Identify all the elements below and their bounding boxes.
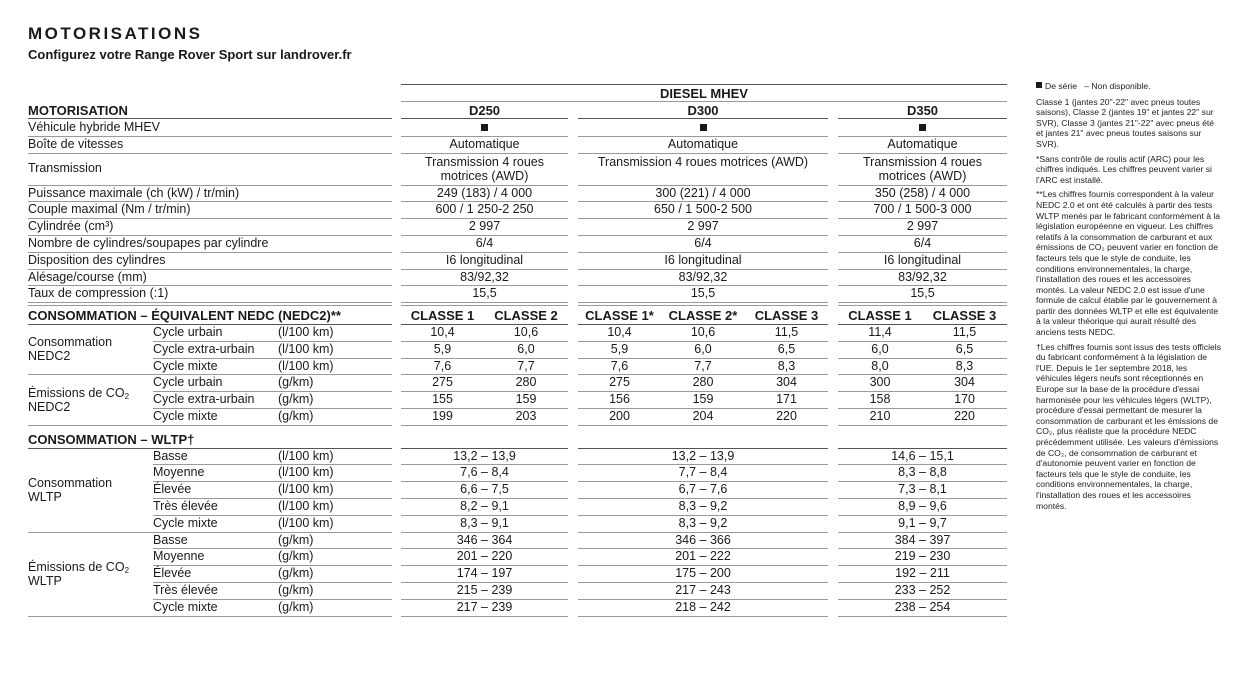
row-divider (838, 302, 1007, 303)
unit-label: (g/km) (278, 532, 314, 547)
nedc-value: 10,4 (607, 325, 632, 339)
nedc-value: 6,5 (777, 341, 796, 356)
wltp-value: 346 – 364 (456, 532, 513, 547)
wltp-value: 201 – 222 (675, 549, 731, 564)
unit-label: (l/100 km) (278, 465, 334, 480)
row-divider (578, 153, 828, 154)
spec-value: 2 997 (468, 219, 501, 234)
footnote-classes: Classe 1 (jantes 20"-22" avec pneus toutes saisons), Classe 2 (jantes 19" et jantes 22" sur SVR), Classe 3 (jantes 21"-22" avec pneus été et jantes 21" avec pneus toutes saisons sur SVR). (1036, 96, 1215, 149)
standard-square-icon (838, 120, 1007, 135)
spec-value: I6 longitudinal (664, 252, 742, 267)
wltp-value: 9,1 – 9,7 (898, 515, 947, 530)
wltp-value: 8,9 – 9,6 (898, 498, 947, 513)
spec-value: 700 / 1 500-3 000 (873, 202, 972, 217)
nedc-value: 275 (432, 375, 453, 390)
row-divider (28, 305, 392, 306)
nedc-value: 8,3 (777, 358, 796, 373)
group-label-subscript: 2 (124, 565, 130, 575)
nedc-value: 11,5 (952, 325, 977, 339)
wltp-value: 8,3 – 9,2 (678, 515, 728, 530)
row-divider (28, 448, 392, 449)
spec-label-6: Nombre de cylindres/soupapes par cylindre (28, 235, 269, 250)
unit-label: (g/km) (278, 375, 314, 390)
nedc-value: 220 (954, 409, 975, 423)
unit-label: (g/km) (278, 599, 314, 614)
nedc-value: 11,5 (774, 325, 799, 339)
unit-label: (l/100 km) (278, 341, 334, 356)
nedc-value: 280 (515, 375, 537, 390)
cycle-label: Très élevée (153, 582, 218, 597)
class-header: CLASSE 2* (668, 307, 738, 323)
standard-square-icon (1036, 82, 1042, 88)
spec-label-8: Alésage/course (mm) (28, 269, 147, 284)
row-divider (153, 616, 392, 617)
spec-value: Transmission 4 roues motrices (AWD) (862, 154, 983, 183)
wltp-value: 13,2 – 13,9 (453, 448, 516, 463)
footnotes (1036, 81, 1222, 515)
spec-value: 6/4 (694, 235, 712, 250)
spec-label-1: Boîte de vitesses (28, 136, 124, 151)
cycle-label: Élevée (153, 566, 192, 581)
row-divider (28, 302, 392, 303)
row-divider (838, 305, 1007, 306)
wltp-value: 14,6 – 15,1 (891, 448, 954, 463)
nedc-value: 304 (776, 375, 797, 390)
nedc-value: 10,4 (430, 325, 455, 339)
class-header: CLASSE 2 (494, 307, 558, 323)
spec-label-5: Cylindrée (cm³) (28, 219, 114, 234)
row-divider (28, 374, 153, 375)
wltp-value: 238 – 254 (894, 599, 951, 614)
unit-label: (g/km) (278, 582, 314, 597)
spec-value: I6 longitudinal (883, 252, 962, 267)
nedc-value: 171 (776, 392, 797, 407)
nedc-value: 8,0 (871, 358, 889, 373)
model-d350: D350 (906, 103, 939, 118)
wltp-value: 233 – 252 (894, 582, 951, 597)
row-divider (578, 118, 828, 119)
cycle-label: Cycle mixte (153, 409, 218, 423)
spec-label-0: Véhicule hybride MHEV (28, 119, 161, 134)
row-divider (401, 84, 1007, 85)
nedc-value: 275 (609, 375, 630, 390)
nedc-value: 6,0 (694, 341, 712, 356)
nedc-value: 7,7 (517, 358, 535, 373)
wltp-value: 218 – 242 (675, 599, 731, 614)
wltp-value: 7,3 – 8,1 (898, 482, 947, 497)
wltp-value: 201 – 220 (456, 549, 513, 564)
nedc-value: 220 (776, 409, 797, 423)
model-d300: D300 (687, 103, 719, 118)
nedc-value: 300 (869, 375, 891, 390)
unit-label: (g/km) (278, 549, 314, 564)
legend-standard: De série (1045, 81, 1077, 91)
spec-label-3: Puissance maximale (ch (kW) / tr/min) (28, 185, 240, 200)
wltp-value: 7,6 – 8,4 (460, 465, 509, 480)
row-divider (838, 118, 1007, 119)
wltp-value: 192 – 211 (895, 566, 950, 581)
group-label (28, 386, 149, 414)
spec-value: 2 997 (906, 219, 939, 234)
group-label-line1: Consommation (28, 335, 113, 350)
spec-value: 15,5 (690, 286, 716, 301)
class-header: CLASSE 3 (932, 307, 997, 323)
spec-value: 300 (221) / 4 000 (655, 185, 751, 200)
group-label-line1: Consommation (28, 475, 113, 490)
wltp-value: 215 – 239 (456, 582, 513, 597)
row-divider (28, 153, 392, 154)
footnote-wltp: †Les chiffres fournis sont issus des tests officiels du fabricant conformément à la législation de l'UE. Depuis le 1er septembre 2018, les véhicules légers neufs sont réceptionnés en Europe sur la base de la procédure d'essai harmonisée pour les véhicules légers (WLTP), procédure d'essai permettant de mesurer la consommation de carburant et les émissions de CO₂, plus réaliste que la procédure NEDC précédemment utilisée. Les valeurs d'émissions de CO₂, de consommation de carburant et d'autonomie peuvent varier en fonction de facteurs tels que le style de conduite, les conditions environnementales, la charge, l'installation des roues et les accessoires montés. (1036, 341, 1222, 511)
spec-value: 15,5 (910, 286, 935, 301)
group-label-line2: WLTP (28, 573, 62, 588)
unit-label: (l/100 km) (278, 515, 334, 530)
spec-value: 6/4 (913, 235, 932, 250)
nedc-value: 7,7 (694, 358, 712, 373)
nedc-value: 159 (692, 392, 714, 407)
model-d250: D250 (468, 103, 501, 118)
nedc-value: 199 (432, 409, 453, 423)
spec-value: Automatique (887, 136, 958, 151)
wltp-value: 175 – 200 (675, 566, 731, 581)
wltp-value: 346 – 366 (675, 532, 731, 547)
nedc-value: 10,6 (690, 325, 716, 339)
cycle-label: Élevée (153, 482, 192, 497)
spec-value: 350 (258) / 4 000 (874, 185, 971, 200)
unit-label: (g/km) (278, 409, 314, 423)
footnote-arc: *Sans contrôle de roulis actif (ARC) pour les chiffres indiqués. Les chiffres peuvent varier si l'ARC est installé. (1036, 153, 1212, 185)
spec-value: 83/92,32 (898, 269, 947, 284)
nedc-value: 7,6 (433, 358, 452, 373)
nedc-value: 158 (869, 392, 891, 407)
row-divider (838, 425, 1007, 426)
group-label-subscript: 2 (124, 391, 130, 401)
class-header: CLASSE 3 (754, 307, 819, 323)
unit-label: (l/100 km) (278, 498, 334, 513)
nedc-value: 6,0 (517, 341, 535, 356)
nedc-value: 203 (515, 409, 537, 423)
nedc-value: 11,4 (868, 325, 892, 339)
class-header: CLASSE 1 (410, 307, 475, 323)
cycle-label: Cycle urbain (153, 325, 223, 339)
cycle-label: Cycle extra-urbain (153, 341, 255, 356)
wltp-value: 219 – 230 (894, 549, 951, 564)
cycle-label: Très élevée (153, 498, 218, 513)
row-divider (153, 532, 392, 533)
wltp-value: 8,3 – 8,8 (898, 465, 947, 480)
wltp-value: 7,7 – 8,4 (678, 465, 728, 480)
spec-label-4: Couple maximal (Nm / tr/min) (28, 202, 191, 217)
nedc-value: 210 (869, 409, 891, 423)
cycle-label: Cycle urbain (153, 375, 223, 390)
nedc-value: 204 (692, 409, 714, 423)
spec-value: Transmission 4 roues motrices (AWD) (424, 154, 545, 183)
row-divider (401, 302, 568, 303)
row-divider (578, 305, 828, 306)
nedc-value: 280 (692, 375, 714, 390)
wltp-section-title: CONSOMMATION – WLTP† (28, 432, 195, 447)
nedc-value: 10,6 (513, 325, 539, 339)
spec-value: 2 997 (687, 219, 719, 234)
spec-label-2: Transmission (28, 161, 102, 176)
row-divider (401, 101, 1007, 102)
standard-square-icon (578, 120, 828, 135)
row-divider (401, 305, 568, 306)
wltp-value: 6,7 – 7,6 (678, 482, 728, 497)
group-label-line1: Émissions de CO (28, 559, 125, 574)
group-label-line2: WLTP (28, 489, 62, 504)
cycle-label: Moyenne (153, 465, 205, 480)
row-divider (578, 425, 828, 426)
spec-value: 83/92,32 (678, 269, 728, 284)
row-divider (28, 118, 392, 119)
nedc-value: 5,9 (433, 341, 452, 356)
footnote-legend (1036, 81, 1222, 92)
cycle-label: Moyenne (153, 549, 205, 564)
row-divider (28, 616, 153, 617)
wltp-value: 174 – 197 (456, 566, 513, 581)
group-label-line1: Émissions de CO (28, 385, 125, 400)
spec-value: 650 / 1 500-2 500 (654, 202, 752, 217)
nedc-value: 304 (954, 375, 975, 390)
row-divider (401, 153, 568, 154)
spec-value: 83/92,32 (460, 269, 509, 284)
group-label-diesel-mhev: DIESEL MHEV (660, 86, 748, 101)
nedc-value: 156 (609, 392, 630, 407)
wltp-value: 6,6 – 7,5 (460, 482, 509, 497)
cycle-label: Cycle mixte (153, 599, 218, 614)
unit-label: (l/100 km) (278, 325, 334, 339)
cycle-label: Basse (153, 448, 188, 463)
group-label (28, 476, 149, 504)
wltp-value: 8,3 – 9,1 (460, 515, 509, 530)
spec-value: Automatique (667, 136, 739, 151)
spec-value: 600 / 1 250-2 250 (435, 202, 534, 217)
unit-label: (g/km) (278, 392, 314, 407)
nedc-value: 8,3 (955, 358, 974, 373)
wltp-value: 8,3 – 9,2 (678, 498, 728, 513)
nedc-value: 7,6 (610, 358, 629, 373)
class-header: CLASSE 1 (848, 307, 912, 323)
group-label-line2: NEDC2 (28, 399, 71, 414)
spec-label-9: Taux de compression (:1) (28, 286, 169, 301)
group-label (28, 560, 149, 588)
unit-label: (l/100 km) (278, 482, 334, 497)
nedc-value: 5,9 (610, 341, 629, 356)
row-divider (28, 532, 153, 533)
spec-label-7: Disposition des cylindres (28, 252, 166, 267)
unit-label: (l/100 km) (278, 448, 334, 463)
row-divider (401, 425, 568, 426)
unit-label: (l/100 km) (278, 358, 334, 373)
wltp-value: 8,2 – 9,1 (460, 498, 509, 513)
nedc-value: 6,0 (871, 341, 889, 356)
row-divider (401, 616, 568, 617)
group-label (28, 335, 149, 363)
standard-square-icon (700, 124, 707, 131)
standard-square-icon (401, 120, 568, 135)
nedc-value: 155 (432, 392, 453, 407)
cycle-label: Cycle mixte (153, 358, 218, 373)
page-subtitle: Configurez votre Range Rover Sport sur landrover.fr (28, 47, 352, 62)
footnote-nedc: **Les chiffres fournis correspondent à la valeur NEDC 2.0 et ont été calculés à partir des tests WLTP menés par le fabricant conformément à la législation européenne en vigueur. Les chiffres relatifs à la consommation de carburant et aux émissions de CO₂ peuvent varier en fonction de facteurs tels que le style de conduite, les conditions environnementales, la charge, l'installation des roues et les accessoires montés. La valeur NEDC 2.0 est issue d'une formule de calcul établie par le gouvernement à partir des données WLTP et elle est équivalente à la valeur théorique qui aurait résulté des anciens tests NEDC. (1036, 189, 1221, 338)
standard-square-icon (919, 124, 926, 131)
row-divider (838, 616, 1007, 617)
class-header: CLASSE 1* (585, 307, 654, 323)
row-divider (28, 425, 153, 426)
nedc-value: 200 (609, 409, 630, 423)
nedc-value: 170 (954, 392, 975, 407)
row-divider (401, 118, 568, 119)
group-label-line2: NEDC2 (28, 349, 71, 364)
row-divider (578, 616, 828, 617)
section-motorisation: MOTORISATION (28, 103, 128, 118)
row-divider (153, 425, 392, 426)
spec-value: I6 longitudinal (445, 252, 524, 267)
wltp-value: 13,2 – 13,9 (671, 448, 735, 463)
cycle-label: Cycle mixte (153, 515, 218, 530)
nedc-section-title: CONSOMMATION – ÉQUIVALENT NEDC (NEDC2)** (28, 307, 341, 323)
nedc-value: 6,5 (955, 341, 974, 356)
unit-label: (g/km) (278, 566, 314, 581)
wltp-value: 217 – 243 (675, 582, 731, 597)
spec-value: 15,5 (472, 286, 497, 301)
legend-not-available: – Non disponible. (1084, 81, 1151, 91)
spec-value: 6/4 (475, 235, 494, 250)
spec-value: 249 (183) / 4 000 (436, 185, 533, 200)
row-divider (578, 302, 828, 303)
page-title: MOTORISATIONS (28, 24, 203, 43)
spec-value: Transmission 4 roues motrices (AWD) (597, 154, 809, 169)
row-divider (838, 153, 1007, 154)
wltp-value: 217 – 239 (456, 599, 513, 614)
standard-square-icon (481, 124, 488, 131)
cycle-label: Cycle extra-urbain (153, 392, 255, 407)
cycle-label: Basse (153, 532, 188, 547)
wltp-value: 384 – 397 (894, 532, 951, 547)
nedc-value: 159 (515, 392, 537, 407)
spec-value: Automatique (449, 136, 520, 151)
